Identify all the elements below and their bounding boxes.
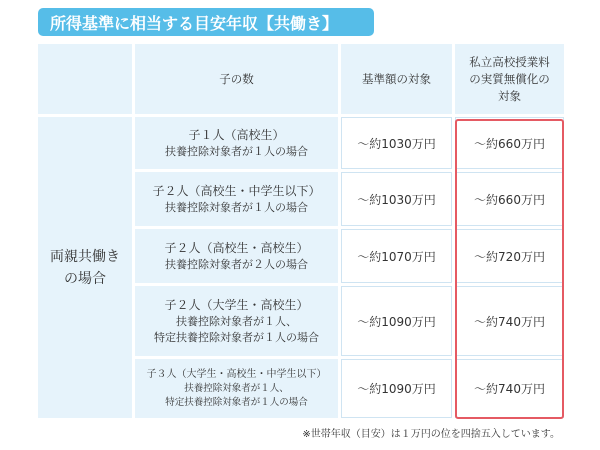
header-private-line-3: 対象	[498, 88, 521, 103]
side-label	[38, 117, 132, 418]
side-label-line-2: の場合	[64, 270, 106, 287]
category-line: 子３人（大学生・高校生・中学生以下）	[146, 369, 327, 380]
category-line: 子２人（高校生・高校生）	[164, 241, 309, 255]
category-line: 扶養控除対象者が１人、	[176, 315, 297, 328]
category-line: 特定扶養控除対象者が１人の場合	[154, 331, 319, 344]
base-amount: 〜約1030万円	[341, 117, 452, 169]
category-line: 子１人（高校生）	[188, 128, 285, 142]
row-category	[135, 359, 338, 418]
private-amount: 〜約740万円	[455, 359, 564, 418]
base-amount: 〜約1090万円	[341, 286, 452, 356]
base-amount: 〜約1090万円	[341, 359, 452, 418]
header-children: 子の数	[135, 44, 338, 114]
category-line: 扶養控除対象者が２人の場合	[165, 258, 308, 271]
category-line: 子２人（大学生・高校生）	[164, 298, 309, 312]
row-category	[135, 229, 338, 283]
base-amount: 〜約1070万円	[341, 229, 452, 283]
private-amount: 〜約720万円	[455, 229, 564, 283]
side-header-blank	[38, 44, 132, 114]
category-line: 扶養控除対象者が１人の場合	[165, 145, 308, 158]
footnote: ※世帯年収（目安）は１万円の位を四捨五入しています。	[302, 429, 560, 440]
header-private	[455, 44, 564, 114]
side-label-line-1: 両親共働き	[50, 248, 120, 265]
header-base: 基準額の対象	[341, 44, 452, 114]
category-line: 扶養控除対象者が１人の場合	[165, 201, 308, 214]
private-amount: 〜約660万円	[455, 172, 564, 226]
row-category	[135, 286, 338, 356]
header-private-line-2: の実質無償化の	[469, 71, 550, 86]
base-amount: 〜約1030万円	[341, 172, 452, 226]
category-line: 扶養控除対象者が１人、	[184, 383, 289, 394]
page-title: 所得基準に相当する目安年収【共働き】	[38, 8, 374, 36]
private-amount: 〜約660万円	[455, 117, 564, 169]
category-line: 特定扶養控除対象者が１人の場合	[165, 397, 308, 408]
header-private-line-1: 私立高校授業料	[469, 54, 550, 69]
row-category	[135, 172, 338, 226]
row-category	[135, 117, 338, 169]
private-amount: 〜約740万円	[455, 286, 564, 356]
category-line: 子２人（高校生・中学生以下）	[152, 184, 321, 198]
